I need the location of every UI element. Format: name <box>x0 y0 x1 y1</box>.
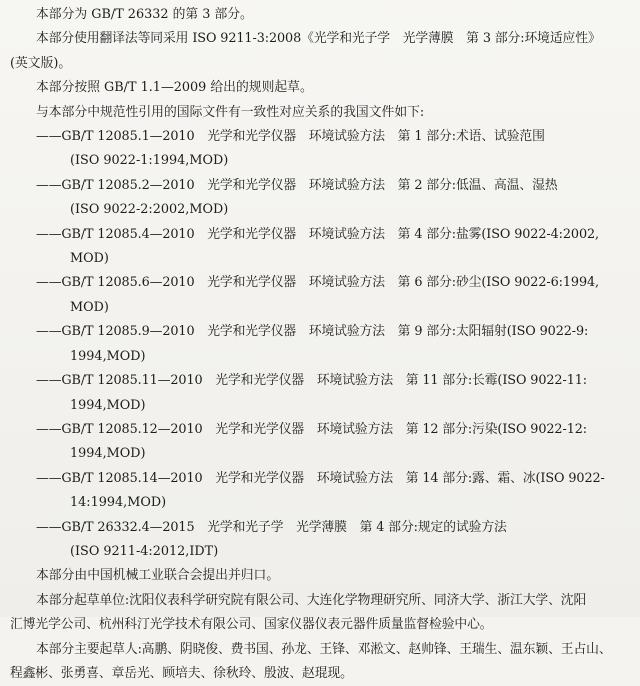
reference-item-9-line-2: (ISO 9211-4:2012,IDT) <box>70 543 219 559</box>
reference-item-6-line-1: ——GB/T 12085.11—2010 光学和光学仪器 环境试验方法 第 11 部分:长霉(ISO 9022-11: <box>36 373 587 389</box>
drafters-line-1: 本部分主要起草人:高鹏、阴晓俊、费书国、孙龙、王锋、邓淞文、赵帅锋、王瑞生、温东颖、王占山、 <box>36 641 612 657</box>
drafting-units-line-2: 汇博光学公司、杭州科汀光学技术有限公司、国家仪器仪表元器件质量监督检验中心。 <box>10 617 493 633</box>
reference-item-4-line-1: ——GB/T 12085.6—2010 光学和光学仪器 环境试验方法 第 6 部分:砂尘(ISO 9022-6:1994, <box>36 275 599 291</box>
intro-part-statement: 本部分为 GB/T 26332 的第 3 部分。 <box>36 7 253 22</box>
reference-item-4-line-2: MOD) <box>70 299 109 315</box>
reference-item-6-line-2: 1994,MOD) <box>70 397 146 413</box>
reference-item-7-line-2: 1994,MOD) <box>70 446 146 462</box>
reference-item-5-line-2: 1994,MOD) <box>70 348 146 364</box>
translation-statement-line-1: 本部分使用翻译法等同采用 ISO 9211-3:2008《光学和光子学 光学薄膜 第 3 部分:环境适应性》 <box>36 31 601 47</box>
reference-item-8-line-1: ——GB/T 12085.14—2010 光学和光学仪器 环境试验方法 第 14 部分:露、霜、冰(ISO 9022- <box>36 470 605 486</box>
drafters-line-2: 程鑫彬、张勇喜、章岳光、顾培夫、徐秋玲、殷波、赵琨现。 <box>10 665 353 681</box>
reference-item-1-line-1: ——GB/T 12085.1—2010 光学和光学仪器 环境试验方法 第 1 部分:术语、试验范围 <box>36 129 545 145</box>
reference-item-2-line-1: ——GB/T 12085.2—2010 光学和光学仪器 环境试验方法 第 2 部分:低温、高温、湿热 <box>36 177 558 193</box>
reference-item-2-line-2: (ISO 9022-2:2002,MOD) <box>70 202 229 218</box>
reference-item-1-line-2: (ISO 9022-1:1994,MOD) <box>70 153 229 169</box>
reference-item-5-line-1: ——GB/T 12085.9—2010 光学和光学仪器 环境试验方法 第 9 部分:太阳辐射(ISO 9022-9: <box>36 324 589 340</box>
reference-item-3-line-2: MOD) <box>70 251 109 267</box>
reference-list-heading: 与本部分中规范性引用的国际文件有一致性对应关系的我国文件如下: <box>36 104 425 120</box>
drafting-units-line-1: 本部分起草单位:沈阳仪表科学研究院有限公司、大连化学物理研究所、同济大学、浙江大学、沈阳 <box>36 592 587 608</box>
reference-item-8-line-2: 14:1994,MOD) <box>70 495 167 511</box>
drafting-rules-statement: 本部分按照 GB/T 1.1—2009 给出的规则起草。 <box>36 80 313 96</box>
reference-item-9-line-1: ——GB/T 26332.4—2015 光学和光子学 光学薄膜 第 4 部分:规定的试验方法 <box>36 519 507 535</box>
reference-item-7-line-1: ——GB/T 12085.12—2010 光学和光学仪器 环境试验方法 第 12 部分:污染(ISO 9022-12: <box>36 421 587 437</box>
reference-item-3-line-1: ——GB/T 12085.4—2010 光学和光学仪器 环境试验方法 第 4 部分:盐雾(ISO 9022-4:2002, <box>36 226 599 242</box>
proposal-statement: 本部分由中国机械工业联合会提出并归口。 <box>36 568 280 584</box>
translation-statement-line-2: (英文版)。 <box>10 55 72 71</box>
